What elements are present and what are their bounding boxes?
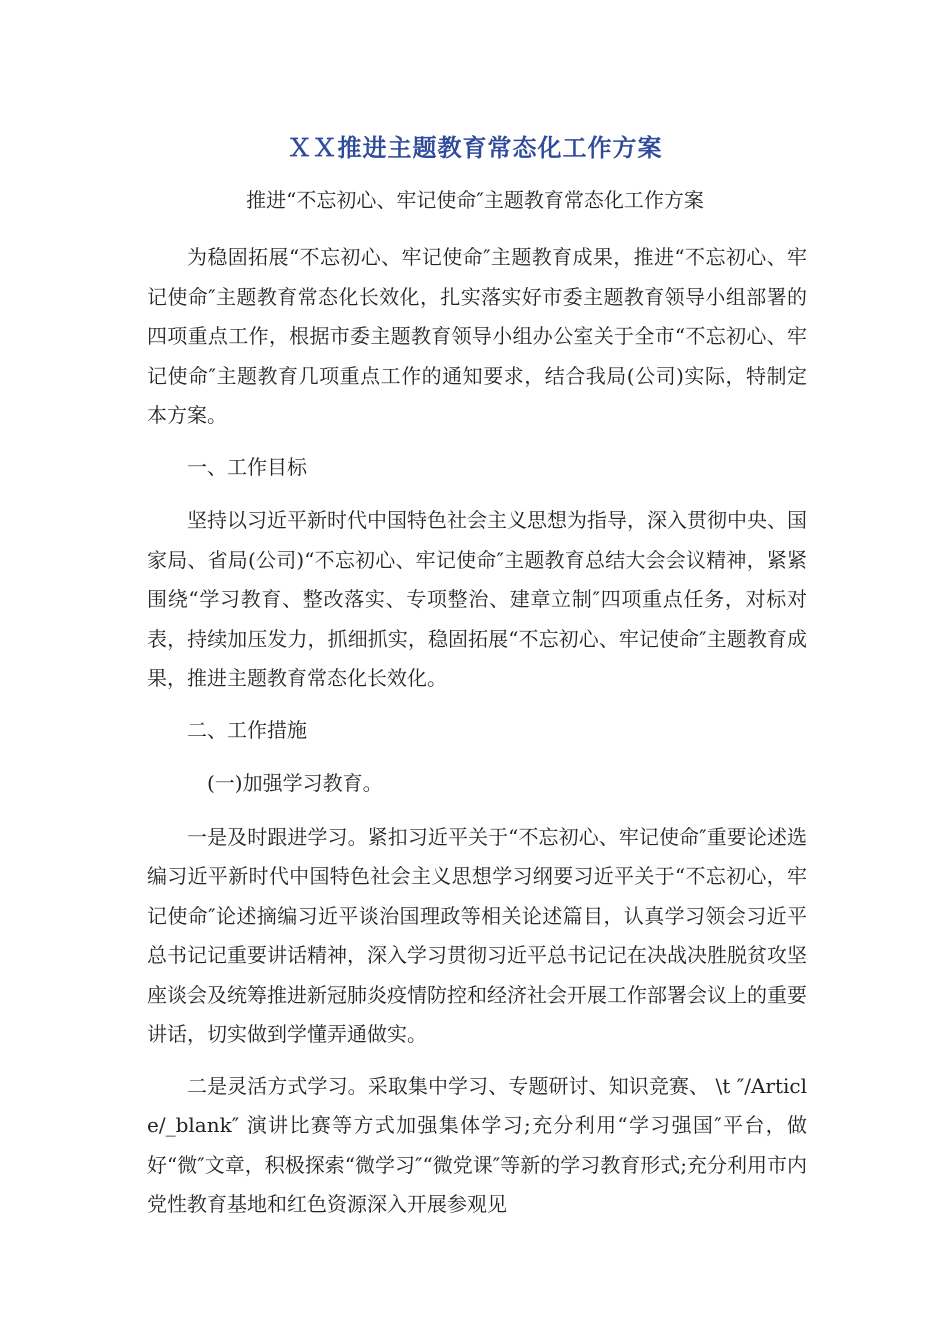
section-heading-goals: 一、工作目标 bbox=[187, 454, 307, 479]
subsection-heading-study: (一)加强学习教育。 bbox=[207, 771, 383, 795]
paragraph-goals: 坚持以习近平新时代中国特色社会主义思想为指导，深入贯彻中央、国家局、省局(公司)“不忘初心、牢记使命″主题教育总结大会会议精神，紧紧围绕“学习教育、整改落实、专项整治、建章立制″四项重点任务，对标对表，持续加压发力，抓细抓实，稳固拓展“不忘初心、牢记使命″主题教育成果，推进主题教育常态化长效化。 bbox=[147, 508, 807, 690]
paragraph-measure-2: 二是灵活方式学习。采取集中学习、专题研讨、知识竞赛、 \t ″/Article/_blank″ 演讲比赛等方式加强集体学习;充分利用“学习强国″平台，做好“微″文章，积极探索“微学习″“微党课″等新的学习教育形式;充分利用市内党性教育基地和红色资源深入开展参观见 bbox=[147, 1073, 807, 1216]
paragraph-measure-1: 一是及时跟进学习。紧扣习近平关于“不忘初心、牢记使命″重要论述选编习近平新时代中国特色社会主义思想学习纲要习近平关于“不忘初心，牢记使命″论述摘编习近平谈治国理政等相关论述篇目，认真学习领会习近平总书记记重要讲话精神，深入学习贯彻习近平总书记记在决战决胜脱贫攻坚座谈会及统筹推进新冠肺炎疫情防控和经济社会开展工作部署会议上的重要讲话，切实做到学懂弄通做实。 bbox=[147, 824, 807, 1046]
paragraph-intro: 为稳固拓展“不忘初心、牢记使命″主题教育成果，推进“不忘初心、牢记使命″主题教育常态化长效化，扎实落实好市委主题教育领导小组部署的四项重点工作，根据市委主题教育领导小组办公室关于全市“不忘初心、牢记使命″主题教育几项重点工作的通知要求，结合我局(公司)实际，特制定本方案。 bbox=[147, 245, 807, 427]
document-title: ＸＸ推进主题教育常态化工作方案 bbox=[287, 134, 663, 162]
document-subtitle: 推进“不忘初心、牢记使命″主题教育常态化工作方案 bbox=[246, 188, 704, 212]
document-body bbox=[147, 238, 807, 1237]
section-heading-measures: 二、工作措施 bbox=[187, 717, 307, 742]
